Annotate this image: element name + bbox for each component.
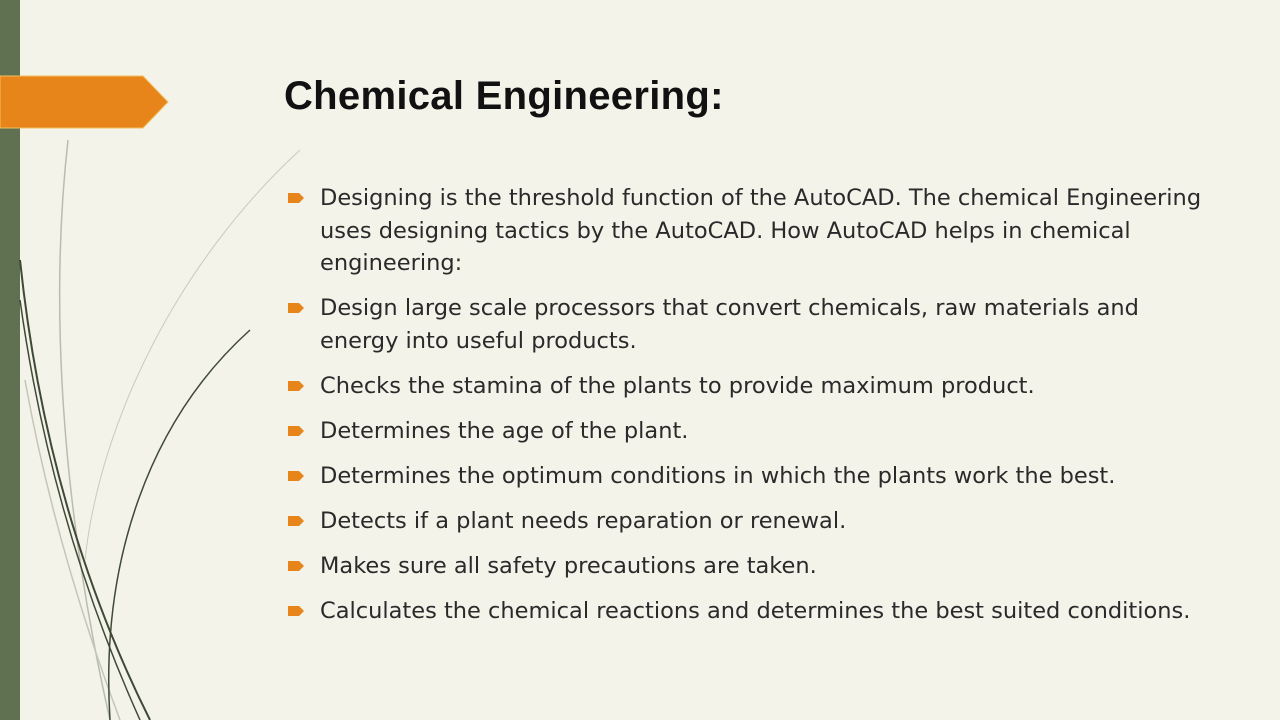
title-arrow-banner: [0, 0, 180, 140]
list-item: Designing is the threshold function of the AutoCAD. The chemical Engineering uses designing tactics by the AutoCAD. How AutoCAD helps in chemical engineering:: [284, 182, 1214, 280]
list-item: Determines the optimum conditions in which the plants work the best.: [284, 460, 1214, 493]
list-item: Makes sure all safety precautions are taken.: [284, 550, 1214, 583]
bullet-arrow-icon: [288, 516, 304, 526]
bullet-list: [284, 182, 1214, 640]
list-item: Calculates the chemical reactions and determines the best suited conditions.: [284, 595, 1214, 628]
list-item: Checks the stamina of the plants to provide maximum product.: [284, 370, 1214, 403]
list-item: Design large scale processors that convert chemicals, raw materials and energy into useful products.: [284, 292, 1214, 357]
bullet-arrow-icon: [288, 193, 304, 203]
bullet-arrow-icon: [288, 303, 304, 313]
list-item: Detects if a plant needs reparation or renewal.: [284, 505, 1214, 538]
bullet-arrow-icon: [288, 471, 304, 481]
bullet-arrow-icon: [288, 426, 304, 436]
list-item: Determines the age of the plant.: [284, 415, 1214, 448]
bullet-arrow-icon: [288, 606, 304, 616]
bullet-arrow-icon: [288, 561, 304, 571]
slide-title: Chemical Engineering:: [284, 74, 724, 118]
bullet-arrow-icon: [288, 381, 304, 391]
